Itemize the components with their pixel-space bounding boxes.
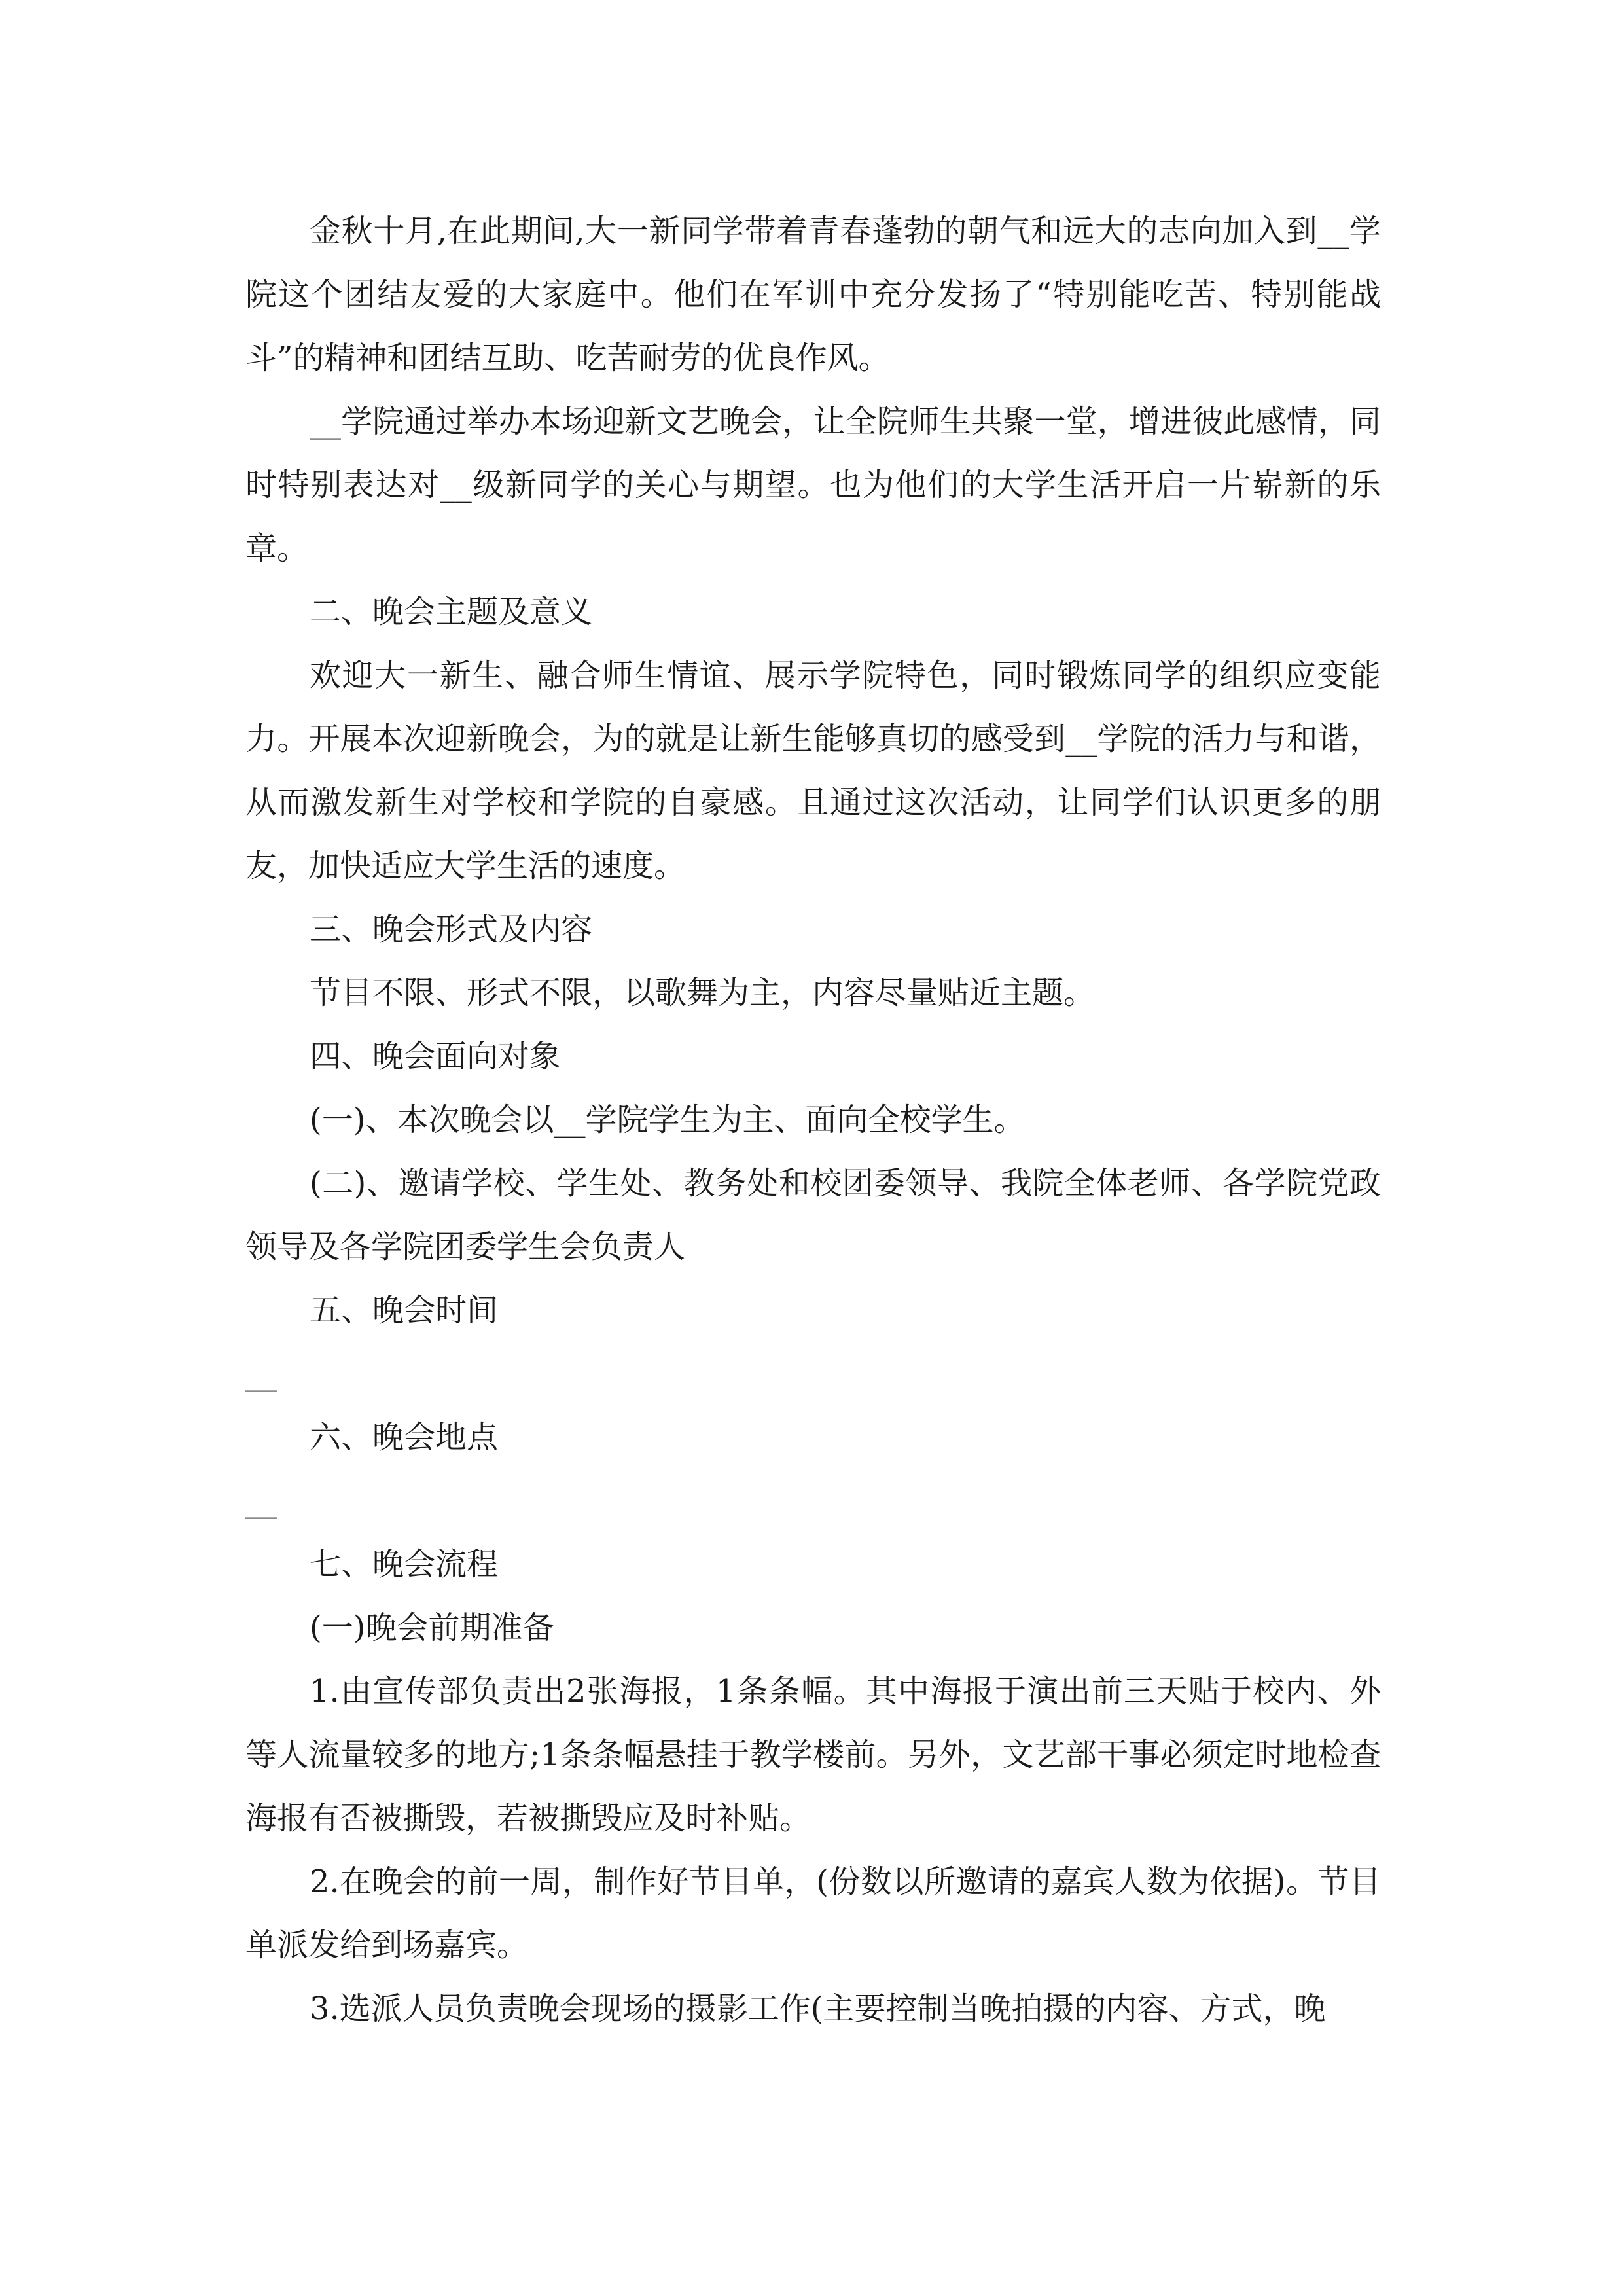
time-blank: __	[245, 1355, 277, 1392]
section-heading-audience: 四、晚会面向对象	[310, 1038, 562, 1075]
subheading-preparation: (一)晚会前期准备	[310, 1609, 554, 1646]
preparation-item-1: 1.由宣传部负责出2张海报，1条条幅。其中海报于演出前三天贴于校内、外等人流量较多的地方;1条条幅悬挂于教学楼前。另外，文艺部干事必须定时地检查海报有否被撕毁，若被撕毁应及时补贴。	[245, 1673, 1381, 1837]
section-heading-process: 七、晚会流程	[310, 1546, 499, 1583]
document-body	[245, 200, 1381, 2041]
preparation-item-2: 2.在晚会的前一周，制作好节目单，(份数以所邀请的嘉宾人数为依据)。节目单派发给到场嘉宾。	[245, 1863, 1381, 1964]
section-heading-time: 五、晚会时间	[310, 1292, 499, 1329]
section-heading-theme: 二、晚会主题及意义	[310, 594, 593, 630]
preparation-item-3: 3.选派人员负责晚会现场的摄影工作(主要控制当晚拍摄的内容、方式，晚	[310, 1990, 1326, 2027]
purpose-paragraph: __学院通过举办本场迎新文艺晚会，让全院师生共聚一堂，增进彼此感情，同时特别表达对__级新同学的关心与期望。也为他们的大学生活开启一片崭新的乐章。	[245, 403, 1381, 567]
audience-item-1: (一)、本次晚会以__学院学生为主、面向全校学生。	[310, 1102, 1026, 1138]
intro-paragraph: 金秋十月,在此期间,大一新同学带着青春蓬勃的朝气和远大的志向加入到__学院这个团结友爱的大家庭中。他们在军训中充分发扬了“特别能吃苦、特别能战斗”的精神和团结互助、吃苦耐劳的优良作风。	[245, 213, 1381, 376]
audience-item-2: (二)、邀请学校、学生处、教务处和校团委领导、我院全体老师、各学院党政领导及各学院团委学生会负责人	[245, 1165, 1381, 1265]
section-heading-format: 三、晚会形式及内容	[310, 911, 593, 948]
section-heading-location: 六、晚会地点	[310, 1419, 499, 1456]
theme-paragraph: 欢迎大一新生、融合师生情谊、展示学院特色，同时锻炼同学的组织应变能力。开展本次迎新晚会，为的就是让新生能够真切的感受到__学院的活力与和谐，从而激发新生对学校和学院的自豪感。且通过这次活动，让同学们认识更多的朋友，加快适应大学生活的速度。	[245, 657, 1381, 884]
location-blank: __	[245, 1482, 277, 1519]
format-paragraph: 节目不限、形式不限，以歌舞为主，内容尽量贴近主题。	[310, 975, 1096, 1011]
